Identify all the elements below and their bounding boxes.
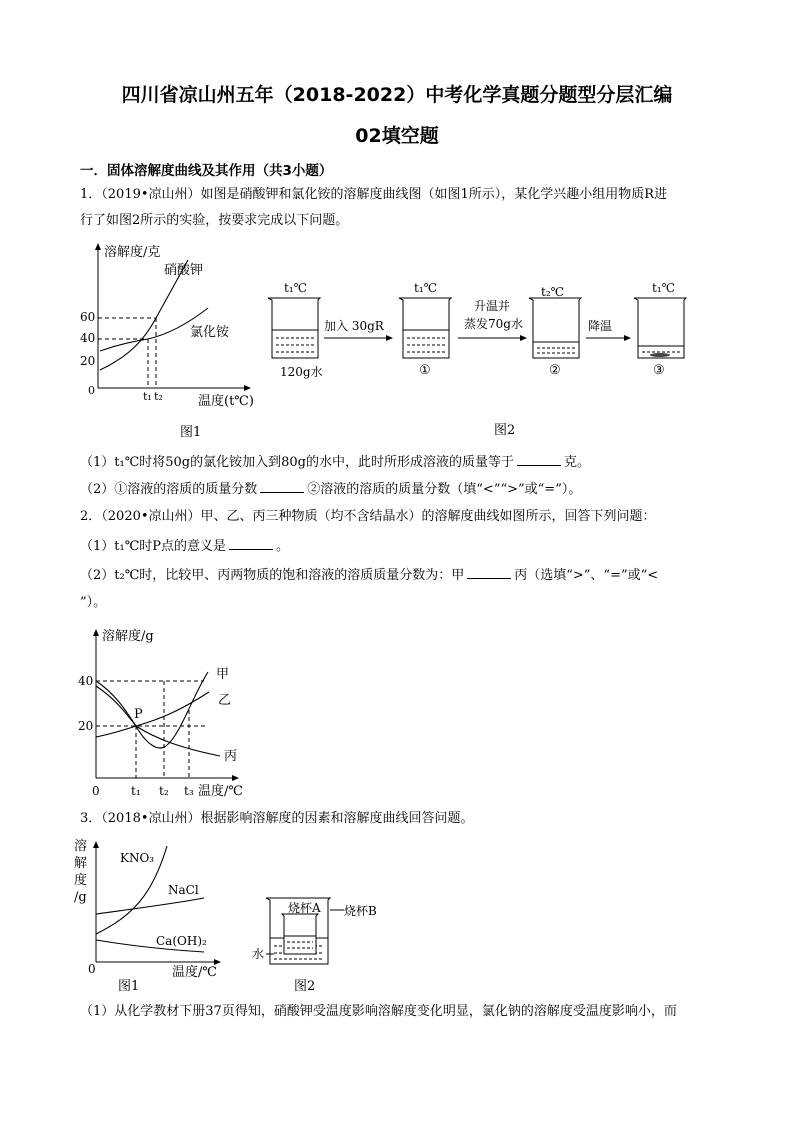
q3-label-caoh2: Ca(OH)₂ [156, 934, 207, 948]
q1-fig1-ytick-20: 20 [80, 354, 96, 368]
q2-chart [76, 624, 256, 802]
q1-figure2 [262, 272, 702, 440]
q1-fig1-label-nh4cl: 氯化铵 [190, 325, 230, 340]
q1-fig2-arrow1-label: 加入 30gR [324, 319, 384, 333]
q2-part1-text-b: 。 [276, 539, 290, 554]
q3-origin: 0 [88, 962, 96, 976]
q3-ylabel-1: 解 [74, 856, 88, 871]
q1-part1-text-a: （1）t₁℃时将50g的氯化铵加入到80g的水中，此时所形成溶液的质量等于 [80, 455, 514, 470]
q2-part1 [80, 537, 289, 556]
q3-label-water: 水 [252, 947, 265, 961]
q3-ylabel-0: 溶 [74, 839, 88, 854]
q2-part1-text-a: （1）t₁℃时P点的意义是 [80, 539, 226, 554]
q1-part1 [80, 453, 590, 472]
q1-fig2-label-1: ② [549, 363, 561, 378]
q3-stem: 3．（2018•凉山州）根据影响溶解度的因素和溶解度曲线回答问题。 [80, 811, 474, 826]
q2-part2-text-b: 丙（选填“>”、“=”或“< [514, 568, 659, 583]
q2-label-yi: 乙 [218, 693, 232, 708]
q1-fig2-temp-3: t₁℃ [652, 281, 676, 295]
q2-point-p: P [134, 707, 143, 722]
q3-xlabel: 温度/℃ [172, 965, 217, 980]
q1-figure1 [80, 238, 270, 440]
q1-fig1-xlabel: 温度(t℃) [198, 394, 254, 409]
q1-fig1-ytick-40: 40 [80, 331, 96, 345]
q1-stem-line2: 行了如图2所示的实验，按要求完成以下问题。 [80, 213, 349, 228]
q2-series-jia [96, 672, 208, 748]
q2-stem: 2．（2020•凉山州）甲、乙、丙三种物质（均不含结晶水）的溶解度曲线如图所示，回答下列问题： [80, 509, 656, 524]
q1-fig2-water: 120g水 [280, 365, 323, 379]
q1-fig2-beaker-2 [529, 298, 581, 358]
q2-xtick-t1: t₁ [131, 784, 141, 798]
q2-xtick-t3: t₃ [184, 784, 194, 798]
q2-part1-blank[interactable] [229, 537, 273, 550]
q1-fig1-caption: 图1 [180, 425, 202, 440]
q3-beaker-a [282, 914, 318, 954]
section-heading: 一．固体溶解度曲线及其作用（共3小题） [80, 163, 333, 179]
q2-ytick-20: 20 [78, 719, 94, 733]
q1-fig2-arrow2-label2: 蒸发70g水 [464, 317, 523, 331]
q1-fig2-label-2: ③ [653, 363, 665, 378]
q1-part2 [80, 480, 581, 499]
q1-fig1-label-kno3: 硝酸钾 [164, 263, 204, 278]
q1-fig2-beaker-3 [634, 298, 686, 358]
page-title: 四川省凉山州五年（2018-2022）中考化学真题分题型分层汇编 [121, 84, 673, 106]
q2-part2-cont: ”）。 [80, 595, 107, 610]
q1-fig1-xtick-t1: t₁ [143, 390, 152, 403]
q3-figure2 [252, 892, 392, 994]
q3-ylabel-2: 度 [74, 873, 88, 888]
q3-label-beaker-b: 烧杯B [344, 904, 377, 918]
q2-xtick-t2: t₂ [159, 784, 169, 798]
q1-stem-line1: 1．（2019•凉山州）如图是硝酸钾和氯化铵的溶解度曲线图（如图1所示），某化学兴趣小组用物质R进 [80, 187, 668, 202]
q1-part1-text-b: 克。 [563, 455, 590, 470]
q1-part1-blank[interactable] [517, 453, 561, 466]
q1-fig2-arrow3-label: 降温 [588, 319, 613, 333]
q3-label-kno3: KNO₃ [120, 851, 155, 865]
q1-fig2-arrow2-label1: 升温并 [474, 299, 511, 313]
q1-fig2-beaker-0 [268, 298, 320, 358]
q3-fig1-caption: 图1 [118, 979, 140, 994]
q2-ytick-40: 40 [78, 674, 94, 688]
q3-label-beaker-a: 烧杯A [288, 901, 321, 915]
q1-fig1-origin: 0 [88, 384, 95, 397]
q3-ylabel-3: /g [74, 890, 87, 905]
q2-part2-text-a: （2）t₂℃时，比较甲、丙两物质的饱和溶液的溶质质量分数为：甲 [80, 568, 465, 583]
q1-fig2-temp-1: t₁℃ [414, 281, 438, 295]
q1-part2-blank[interactable] [260, 480, 304, 493]
q2-part2-blank[interactable] [467, 566, 511, 579]
q1-fig2-label-0: ① [419, 363, 431, 378]
q2-origin: 0 [92, 784, 100, 798]
q1-fig1-xtick-t2: t₂ [154, 390, 163, 403]
q1-fig2-temp-0: t₁℃ [284, 281, 308, 295]
q3-label-nacl: NaCl [168, 883, 199, 897]
q2-xlabel: 温度/℃ [198, 784, 243, 799]
q2-label-bing: 丙 [224, 749, 238, 764]
q1-fig1-ytick-60: 60 [80, 310, 96, 324]
q1-fig2-caption: 图2 [494, 423, 516, 438]
page-subtitle: 02填空题 [355, 125, 439, 147]
q3-series-nacl [96, 898, 204, 914]
q1-part2-text-b: ②溶液的溶质的质量分数（填“<”“>”或“=”）。 [307, 482, 582, 497]
q1-fig1-ylabel: 溶解度/克 [104, 245, 161, 260]
q1-part2-text-a: （2）①溶液的溶质的质量分数 [80, 482, 258, 497]
q2-ylabel: 溶解度/g [102, 629, 154, 644]
q3-fig2-caption: 图2 [294, 979, 316, 994]
q1-fig2-temp-2: t₂℃ [541, 285, 565, 299]
q1-fig2-beaker-1 [399, 298, 451, 358]
q2-part2 [80, 566, 658, 585]
q3-part1: （1）从化学教材下册37页得知，硝酸钾受温度影响溶解度变化明显，氯化钠的溶解度受温度影响小，而 [80, 1004, 677, 1019]
q3-figure1 [72, 836, 232, 994]
q2-label-jia: 甲 [216, 667, 230, 682]
